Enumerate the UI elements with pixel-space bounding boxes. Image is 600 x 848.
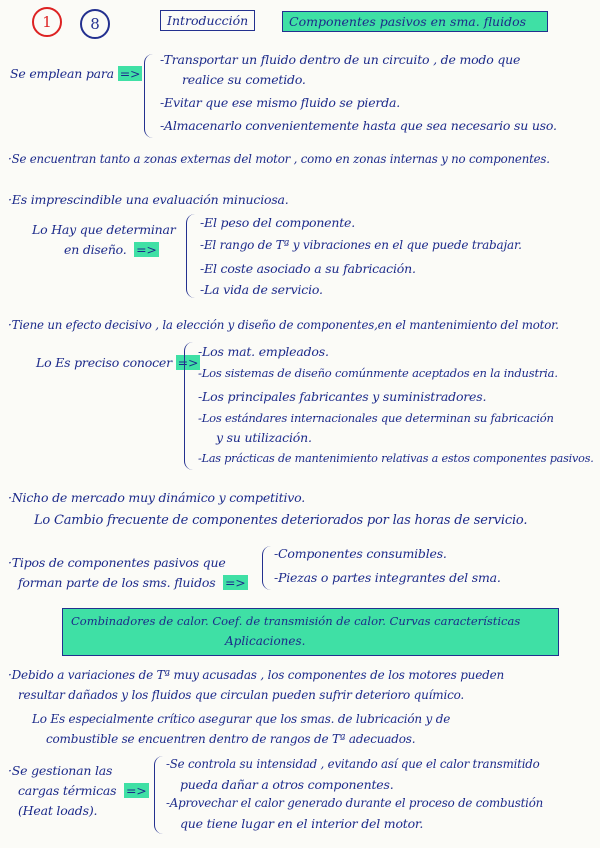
list-item xyxy=(182,72,306,87)
topic-box xyxy=(282,11,548,32)
sec11-lead3 xyxy=(18,803,97,818)
item-text: realice su cometido. xyxy=(182,72,306,87)
lead-text: Se gestionan las xyxy=(11,763,113,778)
lead-text: en diseño. xyxy=(64,242,127,257)
brace xyxy=(144,54,153,138)
lead-text: Tipos de componentes pasivos que xyxy=(11,555,226,570)
arrow-icon: => xyxy=(136,242,157,257)
lead-text: cargas térmicas xyxy=(18,783,117,798)
item-text: Los estándares internacionales que determinan su fabricación xyxy=(201,411,554,425)
list-item: -Los sistemas de diseño comúnmente aceptados en la industria. xyxy=(198,366,558,380)
item-text: El coste asociado a su fabricación. xyxy=(204,261,416,276)
circle-number: 1 xyxy=(42,13,52,31)
item-text: Los principales fabricantes y suministradores. xyxy=(202,389,487,404)
lead-text: (Heat loads). xyxy=(18,803,98,818)
bullet-line: ·Se encuentran tanto a zonas externas del motor , como en zonas internas y no componentes. xyxy=(8,152,550,166)
arrow-icon: => xyxy=(125,783,147,798)
list-item: -Los estándares internacionales que determinan su fabricación xyxy=(198,411,554,425)
box-text: Aplicaciones. xyxy=(225,634,306,648)
arrow-icon: => xyxy=(119,66,141,81)
title-box xyxy=(160,10,255,31)
item-text: La vida de servicio. xyxy=(204,282,323,297)
sec1-lead xyxy=(10,66,142,81)
line-text: resultar dañados y los fluidos que circulan pueden sufrir deterioro químico. xyxy=(18,688,465,702)
item-text: Almacenarlo convenientemente hasta que sea necesario su uso. xyxy=(164,118,557,133)
bullet-line: ·Es imprescindible una evaluación minuciosa. xyxy=(8,192,289,207)
item-text: que tiene lugar en el interior del motor. xyxy=(180,816,424,831)
box-line xyxy=(71,614,520,628)
item-text: Transportar un fluido dentro de un circuito , de modo que xyxy=(163,52,521,67)
sub-line xyxy=(46,732,415,746)
lead-text: Lo Es preciso conocer xyxy=(36,355,172,370)
lead-text: forman parte de los sms. fluidos xyxy=(18,575,216,590)
sec9-lead: ·Tipos de componentes pasivos que xyxy=(8,555,226,570)
line-text: Lo Cambio frecuente de componentes deteriorados por las horas de servicio. xyxy=(34,513,528,528)
item-text: y su utilización. xyxy=(216,430,312,445)
list-item: -Piezas o partes integrantes del sma. xyxy=(274,570,501,585)
circle-number: 8 xyxy=(90,15,100,33)
line-text: Nicho de mercado muy dinámico y competitivo. xyxy=(11,490,306,505)
bullet-line: ·Nicho de mercado muy dinámico y competitivo. xyxy=(8,490,306,505)
list-item xyxy=(216,430,312,445)
list-item xyxy=(180,777,393,792)
sub-line xyxy=(34,513,527,528)
topic-title: Componentes pasivos en sma. fluidos xyxy=(289,14,527,29)
list-item: -Evitar que ese mismo fluido se pierda. xyxy=(160,95,401,110)
list-item: -Aprovechar el calor generado durante el proceso de combustión xyxy=(166,796,544,810)
page-circle-red xyxy=(32,7,62,37)
brace xyxy=(154,756,163,834)
sec6-lead xyxy=(36,355,200,370)
list-item xyxy=(180,816,423,831)
sec4-lead2 xyxy=(64,242,159,257)
arrow-icon: => xyxy=(177,355,199,370)
brace xyxy=(262,546,271,590)
item-text: El rango de Tª y vibraciones en el que puede trabajar. xyxy=(203,238,522,252)
line-text: Es imprescindible una evaluación minuciosa. xyxy=(11,192,289,207)
item-text: Piezas o partes integrantes del sma. xyxy=(278,570,501,585)
list-item: -Transportar un fluido dentro de un circuito , de modo que xyxy=(160,52,521,67)
line-text: Se encuentran tanto a zonas externas del motor , como en zonas internas y no componentes. xyxy=(11,152,550,166)
box-text: Combinadores de calor. Coef. de transmisión de calor. Curvas características xyxy=(71,614,521,628)
list-item: -Se controla su intensidad , evitando así que el calor transmitido xyxy=(166,757,540,771)
bullet-line: ·Tiene un efecto decisivo , la elección y diseño de componentes,en el mantenimiento del motor. xyxy=(8,318,559,332)
line-text: Lo Es especialmente crítico asegurar que los smas. de lubricación y de xyxy=(32,712,451,726)
list-item: -Los principales fabricantes y suministradores. xyxy=(198,389,487,404)
lead-text: Lo Hay que determinar xyxy=(32,222,176,237)
lead-text: Se emplean para xyxy=(10,66,114,81)
brace xyxy=(184,342,193,470)
arrow-icon: => xyxy=(224,575,246,590)
line-text: Debido a variaciones de Tª muy acusadas , los componentes de los motores pueden xyxy=(11,668,505,682)
list-item: -Las prácticas de mantenimiento relativas a estos componentes pasivos. xyxy=(198,452,594,465)
line-text: combustible se encuentren dentro de rangos de Tª adecuados. xyxy=(46,732,416,746)
list-item: -El peso del componente. xyxy=(200,215,356,230)
item-text: Componentes consumibles. xyxy=(278,546,447,561)
list-item: -Componentes consumibles. xyxy=(274,546,447,561)
list-item: -Almacenarlo convenientemente hasta que sea necesario su uso. xyxy=(160,118,557,133)
bullet-line xyxy=(18,688,464,702)
topic-box-2 xyxy=(62,608,559,656)
sec9-lead2 xyxy=(18,575,248,590)
page-circle-blue xyxy=(80,9,110,39)
bullet-line: ·Debido a variaciones de Tª muy acusadas , los componentes de los motores pueden xyxy=(8,668,505,682)
item-text: Los mat. empleados. xyxy=(202,344,329,359)
brace xyxy=(186,214,195,298)
box-line xyxy=(225,634,305,648)
item-text: Aprovechar el calor generado durante el proceso de combustión xyxy=(169,796,544,810)
item-text: El peso del componente. xyxy=(204,215,356,230)
page-title: Introducción xyxy=(167,13,249,28)
sec4-lead xyxy=(32,222,176,237)
list-item: -El coste asociado a su fabricación. xyxy=(200,261,416,276)
item-text: Los sistemas de diseño comúnmente aceptados en la industria. xyxy=(201,366,558,380)
sec11-lead: ·Se gestionan las xyxy=(8,763,113,778)
line-text: Tiene un efecto decisivo , la elección y diseño de componentes,en el mantenimiento del motor. xyxy=(11,318,559,332)
item-text: Evitar que ese mismo fluido se pierda. xyxy=(164,95,401,110)
list-item: -La vida de servicio. xyxy=(200,282,323,297)
sub-line xyxy=(32,712,450,726)
item-text: Las prácticas de mantenimiento relativas a estos componentes pasivos. xyxy=(201,452,594,465)
list-item: -El rango de Tª y vibraciones en el que puede trabajar. xyxy=(200,238,522,252)
item-text: pueda dañar a otros componentes. xyxy=(180,777,394,792)
item-text: Se controla su intensidad , evitando así que el calor transmitido xyxy=(169,757,540,771)
sec11-lead2 xyxy=(18,783,149,798)
list-item: -Los mat. empleados. xyxy=(198,344,329,359)
